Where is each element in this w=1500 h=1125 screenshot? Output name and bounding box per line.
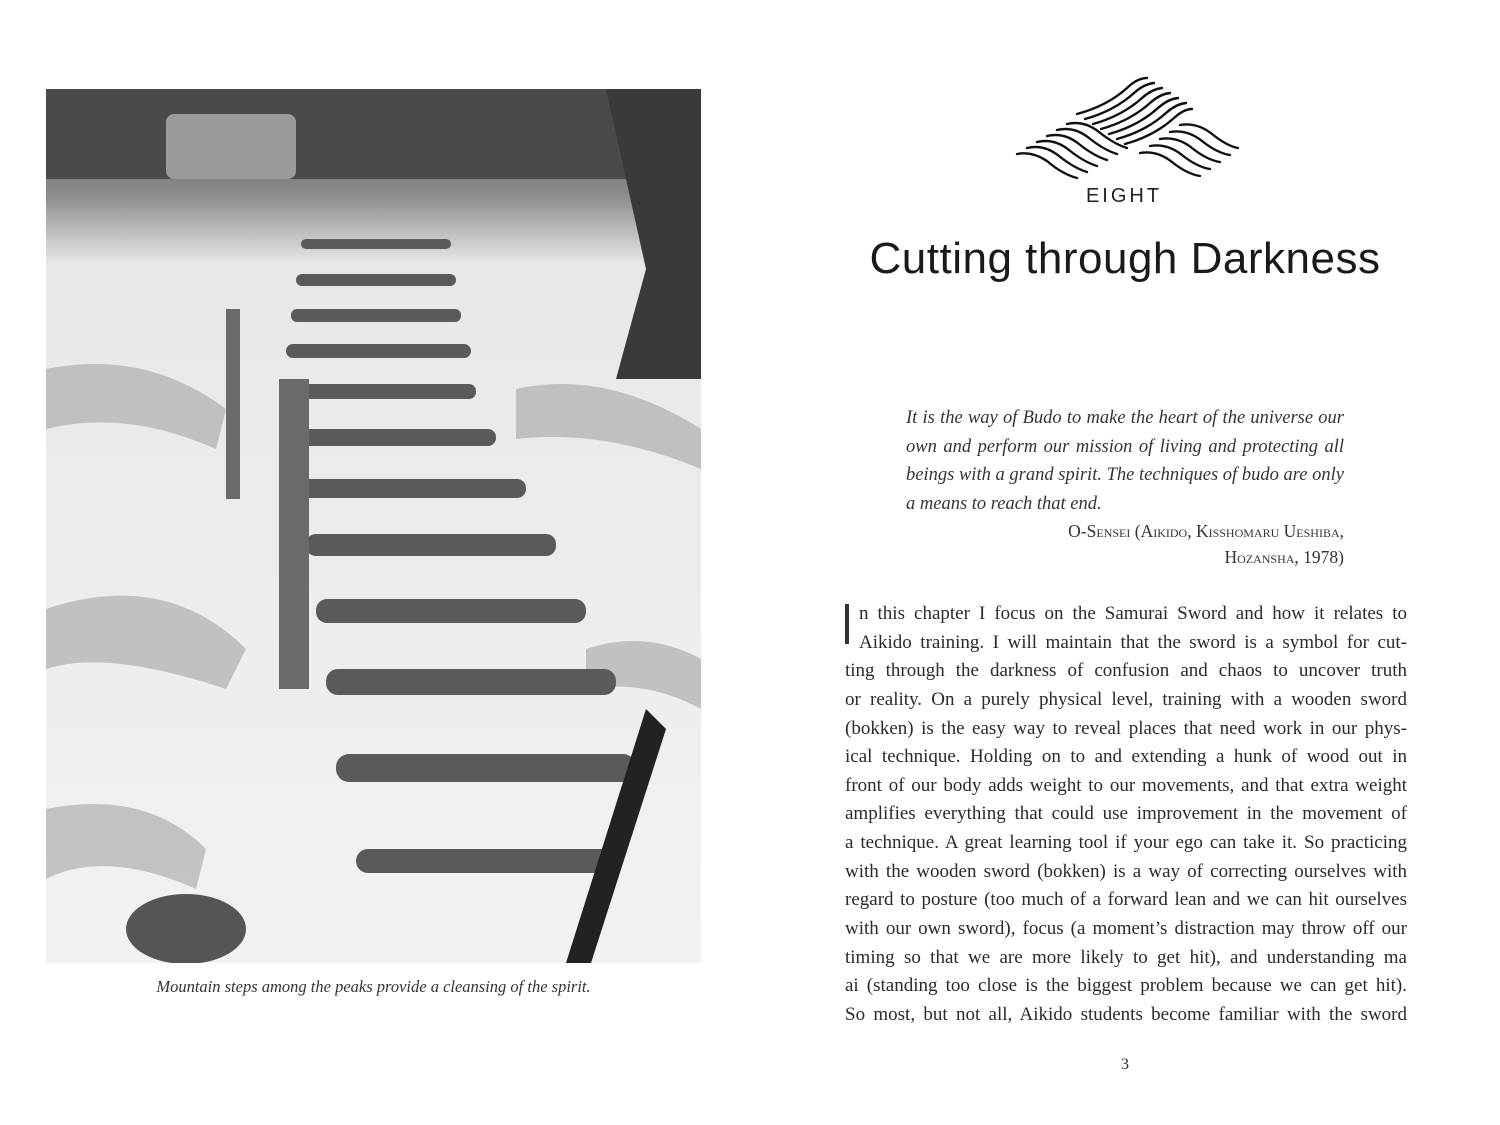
- body-line: (bokken) is the easy way to reveal places that need work in our phys-: [845, 717, 1407, 739]
- chapter-title: Cutting through Darkness: [869, 234, 1381, 283]
- epigraph: [906, 404, 1344, 570]
- body-text: [845, 600, 1407, 1029]
- chapter-number: EIGHT: [1085, 185, 1163, 207]
- body-line: front of our body adds weight to our movements, and that extra weight: [845, 774, 1407, 796]
- body-line: So most, but not all, Aikido students become familiar with the sword: [845, 1003, 1407, 1025]
- photo-caption: Mountain steps among the peaks provide a cleansing of the spirit.: [156, 977, 591, 996]
- epigraph-attribution: Hozansha, 1978): [1224, 547, 1344, 568]
- epigraph-line: beings with a grand spirit. The techniques of budo are only: [906, 465, 1344, 486]
- body-line: ical technique. Holding on to and extending a hunk of wood out in: [845, 746, 1407, 768]
- body-line: timing so that we are more likely to get hit), and understanding ma: [845, 946, 1407, 968]
- epigraph-line: a means to reach that end.: [906, 493, 1102, 514]
- epigraph-attribution: O-Sensei (Aikido, Kisshomaru Ueshiba,: [1068, 521, 1344, 542]
- body-line: amplifies everything that could use improvement in the movement of: [845, 803, 1407, 825]
- body-line: a technique. A great learning tool if your ego can take it. So practicing: [845, 832, 1407, 853]
- body-line: with the wooden sword (bokken) is a way of correcting ourselves with: [845, 860, 1407, 882]
- body-line: Aikido training. I will maintain that the sword is a symbol for cut-: [859, 631, 1407, 653]
- snowy-mountain-steps-photo: [46, 89, 701, 963]
- page-number: 3: [1121, 1056, 1129, 1073]
- body-line: or reality. On a purely physical level, training with a wooden sword: [845, 688, 1407, 710]
- body-line: ting through the darkness of confusion and chaos to uncover truth: [845, 660, 1407, 682]
- epigraph-line: own and perform our mission of living and protecting all: [906, 436, 1344, 457]
- body-line: with our own sword), focus (a moment’s distraction may throw off our: [845, 917, 1407, 939]
- epigraph-line: It is the way of Budo to make the heart of the universe our: [906, 408, 1344, 428]
- wave-mountain-logo: [1002, 66, 1242, 181]
- body-line: ai (standing too close is the biggest problem because we can get hit).: [845, 975, 1407, 997]
- body-line: n this chapter I focus on the Samurai Sword and how it relates to: [859, 603, 1407, 624]
- body-line: regard to posture (too much of a forward lean and we can hit ourselves: [845, 889, 1407, 911]
